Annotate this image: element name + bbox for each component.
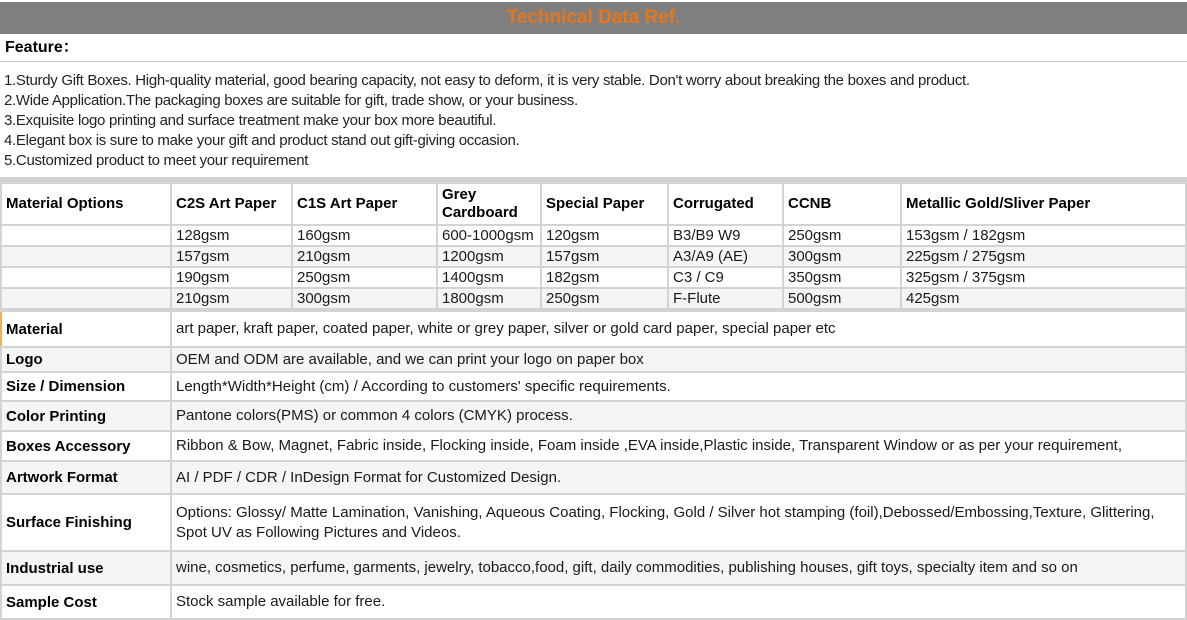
cell-c2s-3: 190gsm bbox=[171, 267, 292, 288]
cell-ccnb-4: 500gsm bbox=[783, 288, 901, 309]
spec-label-color-printing: Color Printing bbox=[1, 401, 171, 431]
col-header-grey-cardboard: Grey Cardboard bbox=[437, 183, 541, 225]
cell-grey-2: 1200gsm bbox=[437, 246, 541, 267]
cell-metallic-4: 425gsm bbox=[901, 288, 1186, 309]
cell-corrugated-1: B3/B9 W9 bbox=[668, 225, 783, 246]
material-row-4 bbox=[1, 288, 1186, 309]
col-header-c2s-art-paper: C2S Art Paper bbox=[171, 183, 292, 225]
cell-ccnb-1: 250gsm bbox=[783, 225, 901, 246]
feature-heading: Feature： bbox=[0, 34, 1187, 62]
spec-value-boxes-accessory: Ribbon & Bow, Magnet, Fabric inside, Flocking inside, Foam inside ,EVA inside,Plastic inside, Transparent Window or as per your requirement, bbox=[171, 431, 1186, 461]
spec-row-artwork-format bbox=[1, 461, 1186, 494]
col-header-special-paper: Special Paper bbox=[541, 183, 668, 225]
cell-grey-1: 600-1000gsm bbox=[437, 225, 541, 246]
spec-row-surface-finishing bbox=[1, 494, 1186, 551]
cell-c2s-1: 128gsm bbox=[171, 225, 292, 246]
spec-label-surface-finishing: Surface Finishing bbox=[1, 494, 171, 551]
cell-corrugated-2: A3/A9 (AE) bbox=[668, 246, 783, 267]
cell-c1s-3: 250gsm bbox=[292, 267, 437, 288]
cell-grey-3: 1400gsm bbox=[437, 267, 541, 288]
cell-metallic-2: 225gsm / 275gsm bbox=[901, 246, 1186, 267]
cell-corrugated-3: C3 / C9 bbox=[668, 267, 783, 288]
cell-metallic-1: 153gsm / 182gsm bbox=[901, 225, 1186, 246]
feature-item-1: 1.Sturdy Gift Boxes. High-quality material, good bearing capacity, not easy to deform, it is very stable. Don't worry about breaking the boxes and product. bbox=[4, 72, 970, 89]
cell-empty bbox=[1, 246, 171, 267]
spec-label-sample-cost: Sample Cost bbox=[1, 585, 171, 619]
cell-special-3: 182gsm bbox=[541, 267, 668, 288]
material-options-header-row bbox=[1, 183, 1186, 225]
spec-label-boxes-accessory: Boxes Accessory bbox=[1, 431, 171, 461]
spec-row-industrial-use bbox=[1, 551, 1186, 585]
feature-item-2: 2.Wide Application.The packaging boxes are suitable for gift, trade show, or your business. bbox=[4, 92, 578, 109]
material-row-2 bbox=[1, 246, 1186, 267]
spec-value-color-printing: Pantone colors(PMS) or common 4 colors (CMYK) process. bbox=[171, 401, 1186, 431]
spec-label-industrial-use: Industrial use bbox=[1, 551, 171, 585]
section-title-bar bbox=[0, 2, 1187, 34]
cell-metallic-3: 325gsm / 375gsm bbox=[901, 267, 1186, 288]
cell-c2s-4: 210gsm bbox=[171, 288, 292, 309]
cell-empty bbox=[1, 225, 171, 246]
spec-value-logo: OEM and ODM are available, and we can print your logo on paper box bbox=[171, 347, 1186, 372]
cell-special-1: 120gsm bbox=[541, 225, 668, 246]
cell-ccnb-3: 350gsm bbox=[783, 267, 901, 288]
cell-empty bbox=[1, 288, 171, 309]
cell-corrugated-4: F-Flute bbox=[668, 288, 783, 309]
spec-label-logo: Logo bbox=[1, 347, 171, 372]
material-row-3 bbox=[1, 267, 1186, 288]
spec-label-material: Material bbox=[1, 311, 171, 347]
cell-grey-4: 1800gsm bbox=[437, 288, 541, 309]
cell-c2s-2: 157gsm bbox=[171, 246, 292, 267]
spec-value-industrial-use: wine, cosmetics, perfume, garments, jewelry, tobacco,food, gift, daily commodities, publishing houses, gift toys, specialty item and so on bbox=[171, 551, 1186, 585]
spec-row-sample-cost bbox=[1, 585, 1186, 619]
col-header-metallic-paper: Metallic Gold/Sliver Paper bbox=[901, 183, 1186, 225]
spec-value-surface-finishing: Options: Glossy/ Matte Lamination, Vanishing, Aqueous Coating, Flocking, Gold / Silver hot stamping (foil),Debossed/Embossing,Texture, Glittering, Spot UV as Following Pictures and Videos. bbox=[171, 494, 1186, 551]
spec-label-artwork-format: Artwork Format bbox=[1, 461, 171, 494]
feature-item-4: 4.Elegant box is sure to make your gift and product stand out gift-giving occasion. bbox=[4, 132, 520, 149]
feature-list bbox=[0, 62, 1187, 177]
feature-item-3: 3.Exquisite logo printing and surface treatment make your box more beautiful. bbox=[4, 112, 497, 129]
cell-special-2: 157gsm bbox=[541, 246, 668, 267]
col-header-material-options: Material Options bbox=[1, 183, 171, 225]
cell-empty bbox=[1, 267, 171, 288]
spec-row-size-dimension bbox=[1, 372, 1186, 401]
col-header-ccnb: CCNB bbox=[783, 183, 901, 225]
spec-row-color-printing bbox=[1, 401, 1186, 431]
col-header-corrugated: Corrugated bbox=[668, 183, 783, 225]
cell-c1s-2: 210gsm bbox=[292, 246, 437, 267]
cell-c1s-4: 300gsm bbox=[292, 288, 437, 309]
specifications-table bbox=[0, 310, 1187, 620]
cell-special-4: 250gsm bbox=[541, 288, 668, 309]
cell-ccnb-2: 300gsm bbox=[783, 246, 901, 267]
material-row-1 bbox=[1, 225, 1186, 246]
spec-value-sample-cost: Stock sample available for free. bbox=[171, 585, 1186, 619]
spec-label-size-dimension: Size / Dimension bbox=[1, 372, 171, 401]
spec-value-artwork-format: AI / PDF / CDR / InDesign Format for Customized Design. bbox=[171, 461, 1186, 494]
spec-value-material: art paper, kraft paper, coated paper, white or grey paper, silver or gold card paper, special paper etc bbox=[171, 311, 1186, 347]
section-title: Technical Data Ref. bbox=[506, 7, 681, 28]
spec-value-size-dimension: Length*Width*Height (cm) / According to customers' specific requirements. bbox=[171, 372, 1186, 401]
spec-row-logo bbox=[1, 347, 1186, 372]
material-options-table bbox=[0, 182, 1187, 310]
col-header-c1s-art-paper: C1S Art Paper bbox=[292, 183, 437, 225]
spec-row-boxes-accessory bbox=[1, 431, 1186, 461]
feature-item-5: 5.Customized product to meet your requirement bbox=[4, 152, 309, 169]
spec-row-material bbox=[1, 311, 1186, 347]
cell-c1s-1: 160gsm bbox=[292, 225, 437, 246]
